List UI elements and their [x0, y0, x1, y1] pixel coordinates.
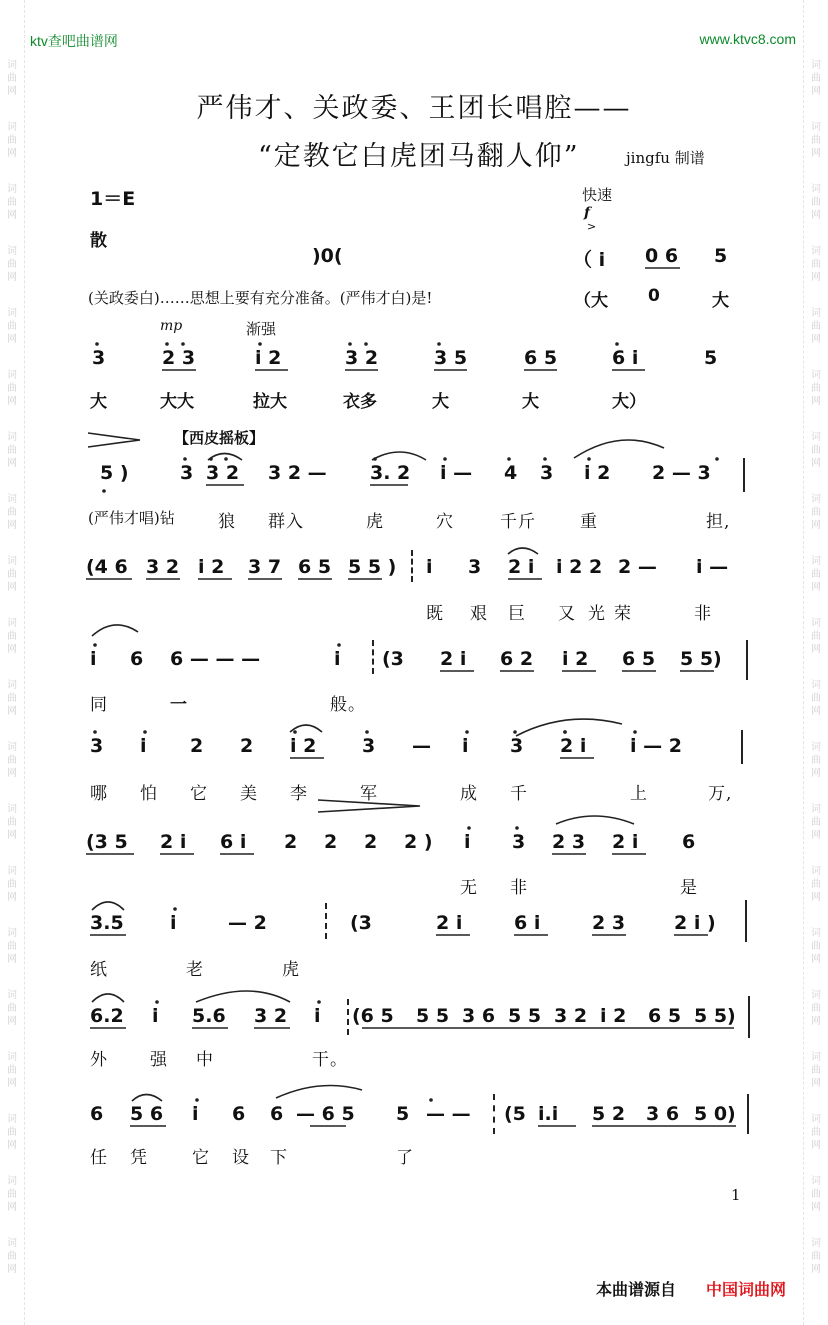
- lyric: 上: [630, 784, 648, 804]
- watermark-glyph: 网: [811, 582, 821, 593]
- note: 2: [364, 831, 378, 853]
- note: — 6 5: [296, 1103, 355, 1125]
- watermark-glyph: 曲: [811, 1189, 821, 1200]
- note: 3: [92, 347, 106, 369]
- lyric: 下: [270, 1148, 288, 1168]
- watermark-glyph: 词: [7, 1052, 17, 1063]
- note: 2 —: [618, 556, 657, 578]
- note: (6 5: [352, 1005, 394, 1027]
- arranger: jingfu 制谱: [626, 149, 705, 167]
- watermark-glyph: 网: [7, 272, 17, 283]
- note: (3: [350, 912, 372, 934]
- watermark-glyph: 网: [811, 1264, 821, 1275]
- watermark-glyph: 词: [811, 1238, 821, 1249]
- watermark-glyph: 词: [811, 370, 821, 381]
- note: 2 i: [612, 831, 639, 853]
- note: 3. 2: [370, 462, 411, 484]
- lyric: 担,: [706, 512, 731, 532]
- lyric: 0: [648, 286, 660, 306]
- note: 6 5: [648, 1005, 682, 1027]
- note: 2 i: [560, 735, 587, 757]
- note: 2 i: [160, 831, 187, 853]
- lyric: 美: [240, 784, 258, 804]
- watermark-glyph: 曲: [811, 383, 821, 394]
- watermark-glyph: 网: [811, 830, 821, 841]
- lyric: (严伟才唱)钻: [88, 509, 175, 527]
- note: i: [334, 648, 341, 670]
- watermark-glyph: 词: [7, 122, 17, 133]
- note: 2 i: [436, 912, 463, 934]
- note: 2 — 3: [652, 462, 711, 484]
- watermark-glyph: 词: [811, 866, 821, 877]
- watermark-glyph: 网: [7, 1078, 17, 1089]
- dialogue-line: (关政委白)……思想上要有充分准备。(严伟才白)是!: [88, 289, 433, 307]
- note: i — 2: [630, 735, 682, 757]
- watermark-glyph: 词: [811, 494, 821, 505]
- note: 5 5 ): [348, 556, 397, 578]
- note: 6: [682, 831, 696, 853]
- note: 3 6: [646, 1103, 680, 1125]
- watermark-glyph: 曲: [7, 569, 17, 580]
- lyric: 虎: [282, 960, 300, 980]
- lyric: 穴: [436, 512, 454, 532]
- lyric: 它: [190, 784, 208, 804]
- note: 6 — — —: [170, 648, 261, 670]
- watermark-glyph: 曲: [811, 755, 821, 766]
- note: — —: [426, 1103, 471, 1125]
- lyric: 成: [460, 784, 478, 804]
- lyric: 非: [510, 878, 528, 898]
- watermark-glyph: 网: [7, 86, 17, 97]
- note: 3: [512, 831, 526, 853]
- banqiang-label: 【西皮摇板】: [174, 429, 265, 447]
- note: (3 5: [86, 831, 128, 853]
- note: i 2: [600, 1005, 627, 1027]
- note: 6 i: [514, 912, 541, 934]
- dynamic-forte: f: [584, 205, 591, 221]
- note: 5 5): [694, 1005, 736, 1027]
- lyric: （大: [574, 291, 608, 311]
- watermark-glyph: 曲: [7, 259, 17, 270]
- note: 6: [90, 1103, 104, 1125]
- watermark-glyph: 曲: [811, 321, 821, 332]
- site-url-right[interactable]: www.ktvc8.com: [699, 31, 796, 47]
- note: 6 i: [612, 347, 639, 369]
- watermark-glyph: 网: [811, 1016, 821, 1027]
- note: 6 i: [220, 831, 247, 853]
- score-subtitle: “定教它白虎团马翻人仰”: [258, 141, 580, 172]
- note: 2 i ): [674, 912, 716, 934]
- note: 5 ): [100, 462, 129, 484]
- note: 3: [90, 735, 104, 757]
- watermark-glyph: 词: [811, 1176, 821, 1187]
- watermark-glyph: 词: [7, 680, 17, 691]
- watermark-glyph: 词: [7, 494, 17, 505]
- note: 5: [704, 347, 718, 369]
- watermark-glyph: 曲: [7, 445, 17, 456]
- lyric: 拉大: [253, 392, 287, 412]
- lyric: 既: [426, 604, 444, 624]
- note: 5.6: [192, 1005, 226, 1027]
- watermark-glyph: 网: [7, 396, 17, 407]
- score-title: 严伟才、关政委、王团长唱腔——: [196, 93, 632, 124]
- accent-mark: >: [587, 220, 597, 233]
- lyric: 一: [170, 695, 187, 715]
- note: 3: [510, 735, 524, 757]
- note: 3: [468, 556, 482, 578]
- watermark-glyph: 曲: [7, 383, 17, 394]
- watermark-glyph: 曲: [811, 197, 821, 208]
- watermark-glyph: 词: [7, 184, 17, 195]
- watermark-glyph: 网: [7, 830, 17, 841]
- note: 3 5: [434, 347, 468, 369]
- note: i: [170, 912, 177, 934]
- note: 6: [270, 1103, 284, 1125]
- watermark-glyph: 曲: [811, 693, 821, 704]
- watermark-glyph: 曲: [7, 507, 17, 518]
- watermark-glyph: 曲: [7, 879, 17, 890]
- lyric: 中: [196, 1050, 214, 1070]
- watermark-glyph: 曲: [7, 1251, 17, 1262]
- note: 2: [284, 831, 298, 853]
- watermark-glyph: 网: [7, 954, 17, 965]
- watermark-glyph: 网: [811, 1202, 821, 1213]
- note: 2: [324, 831, 338, 853]
- watermark-glyph: 曲: [811, 879, 821, 890]
- key-signature: 1＝E: [90, 188, 136, 210]
- note: 6 2: [500, 648, 534, 670]
- note: i: [192, 1103, 199, 1125]
- note: 0 6: [645, 245, 679, 267]
- watermark-glyph: 网: [811, 768, 821, 779]
- watermark-glyph: 网: [7, 1264, 17, 1275]
- watermark-glyph: 网: [811, 458, 821, 469]
- watermark-glyph: 曲: [7, 197, 17, 208]
- watermark-glyph: 词: [7, 990, 17, 1001]
- watermark-glyph: 曲: [7, 1189, 17, 1200]
- note: 3 2: [206, 462, 240, 484]
- watermark-glyph: 词: [811, 742, 821, 753]
- note: 3.5: [90, 912, 124, 934]
- watermark-glyph: 曲: [7, 1003, 17, 1014]
- note: i: [90, 648, 97, 670]
- watermark-glyph: 曲: [811, 445, 821, 456]
- watermark-glyph: 曲: [811, 1003, 821, 1014]
- watermark-glyph: 网: [811, 334, 821, 345]
- watermark-glyph: 网: [7, 768, 17, 779]
- watermark-glyph: 网: [7, 1140, 17, 1151]
- watermark-glyph: 词: [7, 1114, 17, 1125]
- lyric: 同: [90, 695, 108, 715]
- watermark-glyph: 词: [811, 804, 821, 815]
- crescendo-mark: 渐强: [246, 320, 277, 338]
- lyric: 军: [360, 784, 378, 804]
- watermark-glyph: 网: [811, 520, 821, 531]
- watermark-glyph: 网: [7, 334, 17, 345]
- watermark-glyph: 词: [7, 370, 17, 381]
- note: i: [462, 735, 469, 757]
- watermark-glyph: 网: [811, 148, 821, 159]
- note: 5 6: [130, 1103, 164, 1125]
- note: (4 6: [86, 556, 128, 578]
- lyric: 纸: [90, 960, 108, 980]
- watermark-glyph: 网: [7, 582, 17, 593]
- watermark-glyph: 词: [811, 618, 821, 629]
- note: 3 2: [554, 1005, 588, 1027]
- watermark-glyph: 曲: [7, 1065, 17, 1076]
- watermark-glyph: 词: [7, 60, 17, 71]
- note: 3: [540, 462, 554, 484]
- watermark-glyph: 网: [7, 644, 17, 655]
- lyric: 大: [90, 392, 107, 412]
- note: 6.2: [90, 1005, 124, 1027]
- note: i —: [696, 556, 729, 578]
- watermark-glyph: 网: [7, 520, 17, 531]
- note: 5: [396, 1103, 410, 1125]
- note: (3: [382, 648, 404, 670]
- lyric: 非: [694, 604, 712, 624]
- watermark-glyph: 曲: [7, 817, 17, 828]
- note: 3: [180, 462, 194, 484]
- watermark-glyph: 曲: [811, 1065, 821, 1076]
- watermark-glyph: 词: [811, 184, 821, 195]
- watermark-glyph: 网: [7, 1016, 17, 1027]
- note: 3 2 —: [268, 462, 327, 484]
- note: 6 5: [298, 556, 332, 578]
- watermark-glyph: 词: [811, 556, 821, 567]
- note: 5 5): [680, 648, 722, 670]
- watermark-glyph: 曲: [811, 817, 821, 828]
- lyric: 大: [712, 291, 729, 311]
- lyric: 重: [580, 512, 598, 532]
- note: 3 2: [254, 1005, 288, 1027]
- watermark-glyph: 曲: [7, 1127, 17, 1138]
- watermark-glyph: 网: [811, 210, 821, 221]
- watermark-glyph: 网: [7, 706, 17, 717]
- site-name-left[interactable]: ktv查吧曲谱网: [30, 33, 118, 49]
- watermark-glyph: 曲: [811, 569, 821, 580]
- watermark-glyph: 词: [811, 60, 821, 71]
- note: 3 6: [462, 1005, 496, 1027]
- watermark-glyph: 网: [811, 1078, 821, 1089]
- watermark-glyph: 曲: [7, 135, 17, 146]
- watermark-glyph: 曲: [7, 73, 17, 84]
- watermark-glyph: 词: [811, 308, 821, 319]
- note: 6 5: [524, 347, 558, 369]
- note: 6: [232, 1103, 246, 1125]
- watermark-glyph: 词: [7, 246, 17, 257]
- note: 5: [714, 245, 728, 267]
- lyric: 哪: [90, 784, 108, 804]
- watermark-glyph: 曲: [7, 755, 17, 766]
- watermark-glyph: 网: [7, 892, 17, 903]
- watermark-glyph: 词: [811, 1114, 821, 1125]
- lyric: 光: [588, 604, 606, 624]
- lyric: 又: [558, 604, 576, 624]
- watermark-glyph: 词: [811, 928, 821, 939]
- watermark-glyph: 曲: [811, 507, 821, 518]
- note: 5 5: [416, 1005, 450, 1027]
- note: 2 3: [552, 831, 586, 853]
- watermark-glyph: 曲: [811, 1251, 821, 1262]
- note: i —: [440, 462, 473, 484]
- note: i 2: [584, 462, 611, 484]
- watermark-glyph: 词: [7, 1176, 17, 1187]
- note: 2 ): [404, 831, 433, 853]
- source-label: 本曲谱源自: [596, 1280, 677, 1299]
- lyric: 大大: [160, 392, 194, 412]
- note: i.i: [538, 1103, 559, 1125]
- note: 4: [504, 462, 518, 484]
- lyric: 般。: [330, 695, 366, 715]
- watermark-glyph: 曲: [811, 941, 821, 952]
- note: )0(: [312, 245, 343, 267]
- note: i: [464, 831, 471, 853]
- watermark-glyph: 网: [811, 892, 821, 903]
- watermark-glyph: 词: [7, 1238, 17, 1249]
- lyric: 荣: [614, 604, 632, 624]
- note: 2: [190, 735, 204, 757]
- page-number: 1: [731, 1186, 741, 1204]
- watermark-glyph: 网: [811, 1140, 821, 1151]
- watermark-glyph: 曲: [811, 135, 821, 146]
- note: 2 3: [162, 347, 196, 369]
- note: 5 0): [694, 1103, 736, 1125]
- watermark-glyph: 曲: [811, 73, 821, 84]
- note: 2 i: [440, 648, 467, 670]
- note: i 2: [255, 347, 282, 369]
- watermark-glyph: 词: [811, 990, 821, 1001]
- note: 3: [362, 735, 376, 757]
- note: 2 3: [592, 912, 626, 934]
- lyric: 了: [396, 1148, 414, 1168]
- dynamic-mp: mp: [160, 318, 183, 334]
- note: —: [412, 735, 431, 757]
- watermark-glyph: 词: [7, 804, 17, 815]
- note: 3 2: [146, 556, 180, 578]
- note: (5: [504, 1103, 526, 1125]
- lyric: 任: [90, 1148, 108, 1168]
- watermark-glyph: 曲: [7, 631, 17, 642]
- watermark-glyph: 词: [7, 556, 17, 567]
- note: i: [426, 556, 433, 578]
- watermark-glyph: 网: [7, 458, 17, 469]
- lyric: 群入: [268, 512, 304, 532]
- watermark-glyph: 曲: [811, 631, 821, 642]
- lyric: 虎: [366, 512, 384, 532]
- watermark-glyph: 网: [811, 396, 821, 407]
- watermark-glyph: 曲: [811, 259, 821, 270]
- lyric: 凭: [130, 1148, 148, 1168]
- intro-mark: 散: [90, 231, 108, 251]
- note: 5 5: [508, 1005, 542, 1027]
- watermark-glyph: 网: [811, 706, 821, 717]
- source-site-link[interactable]: 中国词曲网: [706, 1280, 787, 1299]
- note: i: [140, 735, 147, 757]
- lyric: 无: [460, 878, 478, 898]
- note: 3 2: [345, 347, 379, 369]
- note: i 2: [198, 556, 225, 578]
- note: 2: [240, 735, 254, 757]
- watermark-glyph: 曲: [7, 321, 17, 332]
- watermark-glyph: 网: [811, 86, 821, 97]
- note: i: [314, 1005, 321, 1027]
- lyric: 怕: [140, 784, 158, 804]
- lyric: 大: [432, 392, 449, 412]
- watermark-glyph: 网: [7, 148, 17, 159]
- lyric: 万,: [708, 784, 733, 804]
- lyric: 李: [290, 784, 308, 804]
- note: 2 i: [508, 556, 535, 578]
- note: （ i: [573, 249, 606, 271]
- lyric: 干。: [312, 1050, 348, 1070]
- note: i 2 2: [556, 556, 603, 578]
- note: i: [152, 1005, 159, 1027]
- lyric: 它: [192, 1148, 210, 1168]
- note: i 2: [562, 648, 589, 670]
- watermark-glyph: 词: [811, 1052, 821, 1063]
- lyric: 设: [232, 1148, 250, 1168]
- watermark-glyph: 曲: [811, 1127, 821, 1138]
- lyric: 是: [680, 878, 698, 898]
- lyric: 千斤: [500, 512, 536, 532]
- watermark-glyph: 词: [7, 432, 17, 443]
- note: 6 5: [622, 648, 656, 670]
- watermark-glyph: 词: [7, 618, 17, 629]
- watermark-glyph: 曲: [7, 941, 17, 952]
- watermark-glyph: 词: [7, 928, 17, 939]
- watermark-glyph: 词: [7, 742, 17, 753]
- watermark-glyph: 词: [811, 246, 821, 257]
- lyric: 大）: [612, 392, 646, 412]
- watermark-glyph: 网: [811, 644, 821, 655]
- watermark-glyph: 网: [7, 210, 17, 221]
- lyric: 外: [90, 1050, 108, 1070]
- lyric: 强: [150, 1050, 168, 1070]
- watermark-glyph: 词: [811, 680, 821, 691]
- watermark-glyph: 网: [811, 954, 821, 965]
- watermark-glyph: 词: [811, 122, 821, 133]
- tempo-mark: 快速: [582, 186, 613, 204]
- note: 3 7: [248, 556, 282, 578]
- watermark-glyph: 词: [7, 866, 17, 877]
- note: i 2: [290, 735, 317, 757]
- lyric: 狼: [218, 512, 236, 532]
- lyric: 巨: [508, 604, 526, 624]
- lyric: 千: [510, 784, 528, 804]
- note: — 2: [228, 912, 267, 934]
- note: 5 2: [592, 1103, 626, 1125]
- watermark-glyph: 曲: [7, 693, 17, 704]
- lyric: 老: [186, 960, 204, 980]
- lyric: 大: [522, 392, 539, 412]
- note: 6: [130, 648, 144, 670]
- watermark-glyph: 网: [7, 1202, 17, 1213]
- lyric: 衣多: [343, 392, 377, 412]
- watermark-glyph: 词: [811, 432, 821, 443]
- watermark-glyph: 词: [7, 308, 17, 319]
- lyric: 艰: [470, 604, 488, 624]
- watermark-glyph: 网: [811, 272, 821, 283]
